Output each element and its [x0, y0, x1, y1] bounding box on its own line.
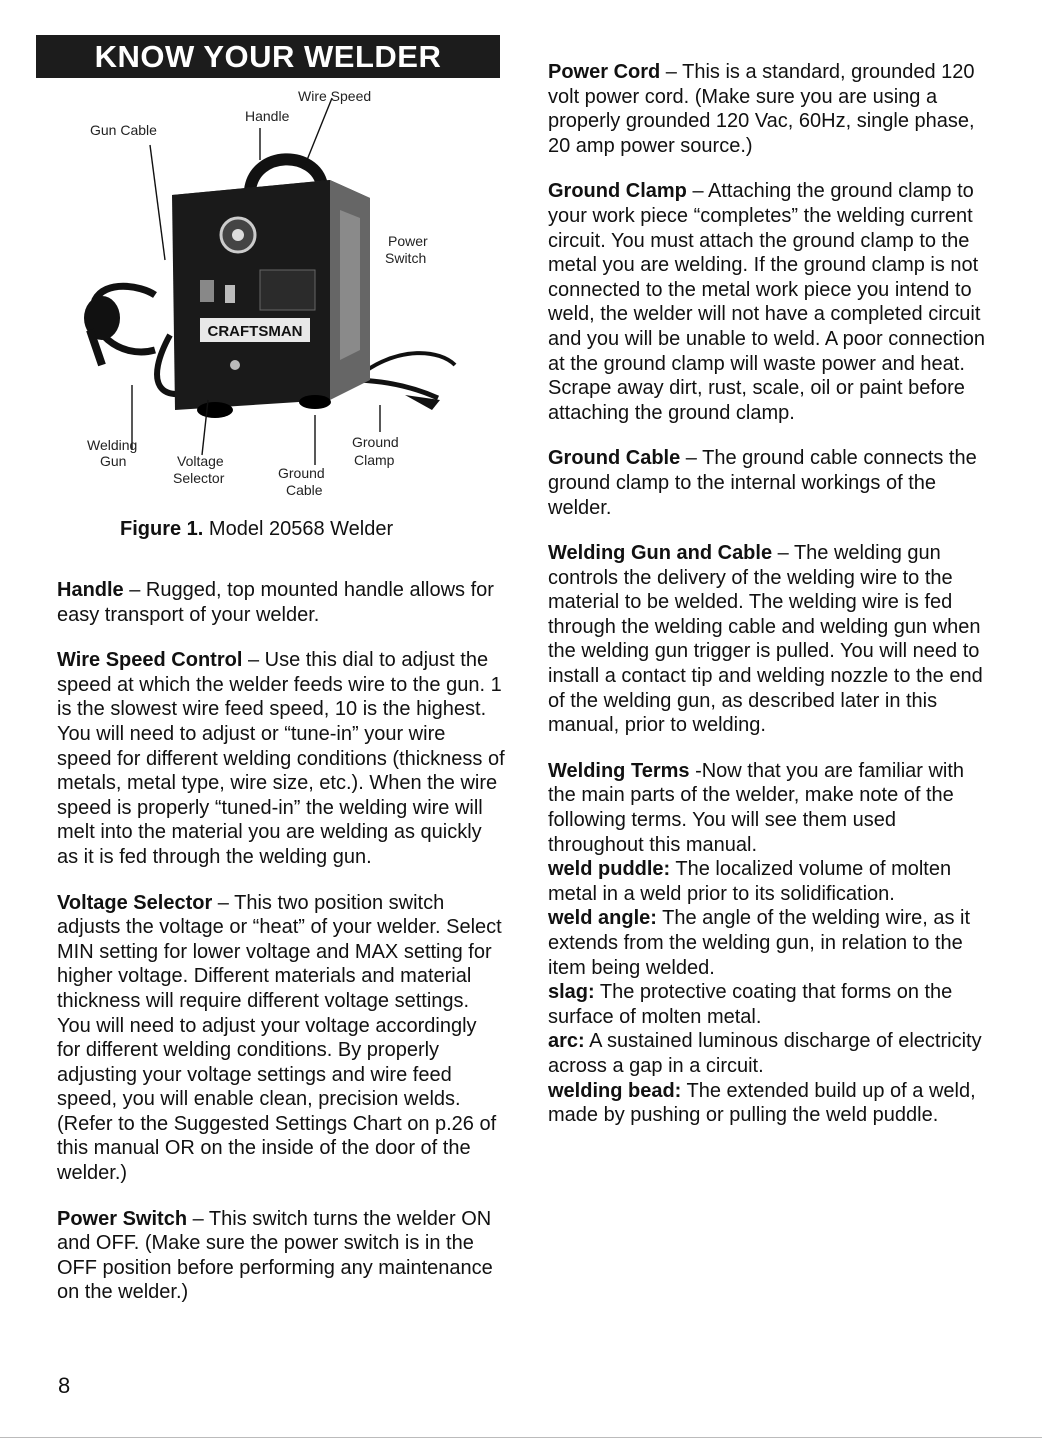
desc-power-cord: – This is a standard, grounded 120 volt power cord. (Make sure you are using a properly grounded 120 Vac, 60Hz, single phase, 20 amp power source.)	[548, 61, 975, 157]
label-handle: Handle	[245, 108, 290, 124]
desc-ground-cable: – The ground cable connects the ground clamp to the internal workings of the welder.	[548, 447, 977, 519]
term-voltage: Voltage Selector	[57, 891, 213, 914]
glossary-definition: The angle of the welding wire, as it extends from the welding gun, in relation to the item being welded.	[548, 907, 971, 979]
label-ground-clamp-1: Ground	[352, 434, 399, 450]
power-cord-paragraph	[548, 60, 994, 158]
glossary-term: weld angle:	[548, 907, 657, 930]
page-number: 8	[58, 1373, 71, 1398]
desc-handle: – Rugged, top mounted handle allows for easy transport of your welder.	[57, 579, 494, 626]
desc-welding-terms: -Now that you are familiar with the main parts of the welder, make note of the following terms. You will see them used throughout this manual.	[548, 759, 965, 856]
label-gun: Gun	[100, 453, 127, 469]
desc-power-switch: – This switch turns the welder ON and OFF. (Make sure the power switch is in the OFF position before performing any maintenance on the welder.)	[57, 1207, 493, 1304]
desc-ground-clamp: – Attaching the ground clamp to your work piece “completes” the welding current circuit. You must attach the ground clamp to the metal you are welding. If the ground clamp is not connected to the metal work piece you intend to weld, the welder will not have a completed circuit and you will be unable to weld. A poor connection at the ground clamp will waste power and heat. Scrape away dirt, rust, scale, oil or paint before attaching the ground clamp.	[548, 180, 985, 424]
label-gun-cable: Gun Cable	[90, 122, 157, 138]
label-voltage: Voltage	[177, 453, 224, 469]
voltage-paragraph	[57, 891, 505, 1186]
section-banner: KNOW YOUR WELDER	[36, 35, 500, 78]
ground-clamp-paragraph	[548, 179, 994, 425]
page-bottom-rule	[0, 1437, 1042, 1438]
label-ground-clamp-2: Clamp	[354, 452, 395, 468]
glossary-definition: The extended build up of a weld, made by pushing or pulling the weld puddle.	[548, 1079, 976, 1127]
glossary-definition: A sustained luminous discharge of electricity across a gap in a circuit.	[548, 1030, 982, 1077]
label-ground-cable-1: Ground	[278, 465, 325, 481]
label-wire-speed: Wire Speed	[298, 88, 372, 104]
term-wire-speed: Wire Speed Control	[57, 649, 243, 672]
glossary-term: arc:	[548, 1030, 585, 1053]
figure-caption	[120, 518, 393, 541]
term-welding-terms: Welding Terms	[548, 759, 690, 782]
label-selector: Selector	[173, 470, 225, 486]
glossary-item	[548, 906, 994, 980]
label-power: Power	[388, 233, 428, 249]
glossary-term: welding bead:	[548, 1079, 682, 1102]
wire-speed-paragraph	[57, 648, 505, 869]
term-ground-clamp: Ground Clamp	[548, 180, 687, 203]
term-gun-cable: Welding Gun and Cable	[548, 542, 773, 565]
glossary-term: weld puddle:	[548, 858, 671, 881]
ground-cable-paragraph	[548, 446, 994, 520]
welder-figure	[60, 80, 480, 510]
gun-cable-paragraph	[548, 541, 994, 738]
glossary-definition: The localized volume of molten metal in a weld prior to its solidification.	[548, 858, 952, 905]
brand-logo: CRAFTSMAN	[207, 323, 303, 340]
desc-gun-cable: – The welding gun controls the delivery of the welding wire to the material to be welded. The welding wire is fed through the welding cable and welding gun when the welding gun trigger is pulled. You will need to install a contact tip and welding nozzle to the end of the welding gun, as described later in this manual, prior to welding.	[548, 542, 983, 737]
caption-prefix: Figure 1.	[120, 518, 204, 540]
desc-wire-speed: – Use this dial to adjust the speed at which the welder feeds wire to the gun. 1 is the slowest wire feed speed, 10 is the highest. You will need to adjust or “tune-in” your wire speed for different welding conditions (thickness of metals, metal type, wire size, etc.). When the wire speed is properly “tuned-in” the welding wire will melt into the material you are welding as quickly as it is fed through the welding gun.	[57, 649, 505, 868]
label-switch: Switch	[385, 250, 427, 266]
glossary-item	[548, 857, 994, 906]
glossary-item	[548, 1029, 994, 1078]
glossary-term: slag:	[548, 981, 595, 1004]
right-column	[548, 60, 994, 1128]
desc-voltage: – This two position switch adjusts the voltage or “heat” of your welder. Select MIN setting for lower voltage and MAX setting for higher voltage. Different materials and material thickness will require different voltage settings. You will need to adjust your voltage accordingly for different welding conditions. By properly adjusting your voltage settings and wire feed speed, you will enable clean, precision welds. (Refer to the Suggested Settings Chart on p.26 of this manual OR on the inside of the door of the welder.)	[57, 891, 502, 1185]
term-power-switch: Power Switch	[57, 1207, 188, 1230]
power-switch-paragraph	[57, 1207, 505, 1305]
glossary-item	[548, 980, 994, 1029]
caption-text: Model 20568 Welder	[203, 518, 394, 540]
label-welding: Welding	[87, 437, 138, 453]
term-power-cord: Power Cord	[548, 61, 661, 83]
glossary-item	[548, 1079, 994, 1128]
term-ground-cable: Ground Cable	[548, 447, 681, 470]
term-handle: Handle	[57, 579, 124, 601]
left-column	[57, 578, 505, 1305]
welding-terms-paragraph	[548, 759, 994, 857]
handle-paragraph	[57, 578, 505, 627]
glossary-definition: The protective coating that forms on the surface of molten metal.	[548, 981, 953, 1028]
label-ground-cable-2: Cable	[286, 482, 323, 498]
